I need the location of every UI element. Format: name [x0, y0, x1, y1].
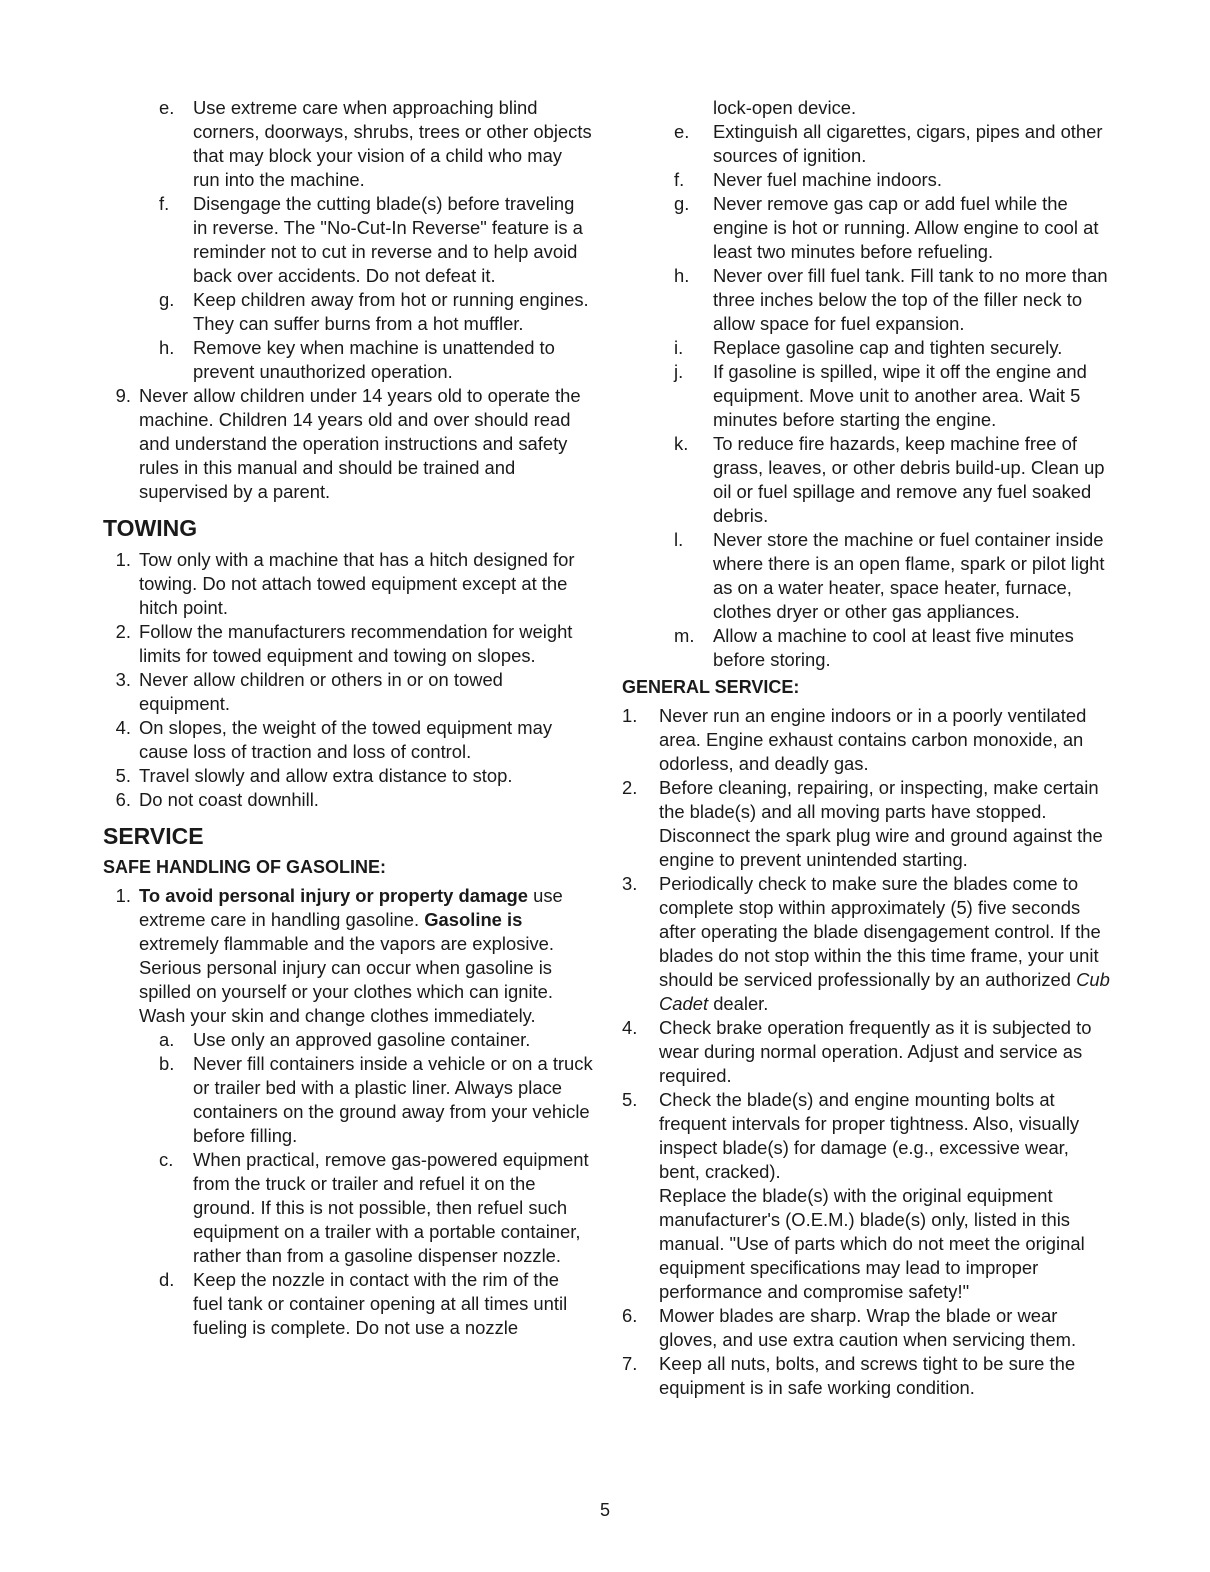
right-column [622, 96, 1112, 1400]
gasoline-subitems-continued [622, 120, 1112, 672]
gasoline-subitems [103, 1028, 593, 1340]
continuation-text: lock-open device. [713, 97, 857, 118]
list-item: j. If gasoline is spilled, wipe it off the engine and equipment. Move unit to another area. Wait 5 minutes before starting the engine. [674, 361, 1087, 430]
list-item: 2. Before cleaning, repairing, or inspecting, make certain the blade(s) and all moving parts have stopped. Disconnect the spark plug wire and ground against the engine to prevent unintended starting. [622, 777, 1103, 870]
list-item: 4. Check brake operation frequently as it is subjected to wear during normal operation. Adjust and service as required. [622, 1017, 1092, 1086]
list-item: g. Keep children away from hot or running engines. They can suffer burns from a hot muffler. [159, 289, 589, 334]
list-item: l. Never store the machine or fuel container inside where there is an open flame, spark or pilot light as on a water heater, space heater, furnace, clothes dryer or other gas appliances. [674, 529, 1105, 622]
list-item: 1. Never run an engine indoors or in a poorly ventilated area. Engine exhaust contains carbon monoxide, an odorless, and deadly gas. [622, 705, 1087, 774]
list-item: 3. Periodically check to make sure the blades come to complete stop within approximately (5) five seconds after operating the blade disengagement control. If the blades do not stop within the this time frame, your unit should be serviced professionally by an authorized Cub Cadet dealer. [622, 873, 1110, 1014]
list-item: g. Never remove gas cap or add fuel while the engine is hot or running. Allow engine to cool at least two minutes before refueling. [674, 193, 1099, 262]
general-service-heading: GENERAL SERVICE: [622, 677, 800, 697]
list-item: 4. On slopes, the weight of the towed equipment may cause loss of traction and loss of control. [115, 717, 553, 762]
list-item: 7. Keep all nuts, bolts, and screws tight to be sure the equipment is in safe working condition. [622, 1353, 1076, 1398]
list-item: 5. Check the blade(s) and engine mounting bolts at frequent intervals for proper tightness. Also, visually inspect blade(s) for damage (e.g., excessive wear, bent, cracked). Replace the blade(s) with the original equipment manufacturer's (O.E.M.) blade(s) only, listed in this manual. "Use of parts which do not meet the original equipment specifications may lead to improper performance and compromise safety!" [622, 1089, 1085, 1302]
list-item: f. Never fuel machine indoors. [674, 169, 942, 190]
list-item-9: 9. Never allow children under 14 years old to operate the machine. Children 14 years old and over should read and understand the operation instructions and safety rules in this manual and should be trained and supervised by a parent. [115, 385, 581, 502]
towing-list [103, 548, 593, 812]
safe-handling-subheading: SAFE HANDLING OF GASOLINE: [103, 857, 386, 877]
page-number: 5 [599, 1500, 610, 1520]
towing-heading: TOWING [103, 515, 198, 541]
list-item: e. Use extreme care when approaching blind corners, doorways, shrubs, trees or other objects that may block your vision of a child who may run into the machine. [159, 97, 592, 190]
list-item: h. Remove key when machine is unattended to prevent unauthorized operation. [159, 337, 555, 382]
list-item: 3. Never allow children or others in or on towed equipment. [115, 669, 503, 714]
list-item: 2. Follow the manufacturers recommendation for weight limits for towed equipment and towing on slopes. [115, 621, 573, 666]
gasoline-item-1: 1. To avoid personal injury or property damage use extreme care in handling gasoline. Gasoline is extremely flammable and the vapors are explosive. Serious personal injury can occur when gasoline is spilled on yourself or your clothes which can ignite. Wash your skin and change clothes immediately. [115, 885, 563, 1026]
list-item: a. Use only an approved gasoline container. [159, 1029, 531, 1050]
list-item: f. Disengage the cutting blade(s) before traveling in reverse. The "No-Cut-In Reverse" feature is a reminder not to cut in reverse and to help avoid back over accidents. Do not defeat it. [159, 193, 583, 286]
list-item: d. Keep the nozzle in contact with the rim of the fuel tank or container opening at all times until fueling is complete. Do not use a nozzle [159, 1269, 568, 1338]
list-item: k. To reduce fire hazards, keep machine free of grass, leaves, or other debris build-up. Clean up oil or fuel spillage and remove any fuel soaked debris. [674, 433, 1105, 526]
list-item: b. Never fill containers inside a vehicle or on a truck or trailer bed with a plastic liner. Always place containers on the ground away from your vehicle before filling. [159, 1053, 593, 1146]
list-item: 6. Mower blades are sharp. Wrap the blade or wear gloves, and use extra caution when servicing them. [622, 1305, 1077, 1350]
service-heading: SERVICE [103, 823, 204, 849]
list-item: 1. Tow only with a machine that has a hitch designed for towing. Do not attach towed equipment except at the hitch point. [115, 549, 575, 618]
list-item: h. Never over fill fuel tank. Fill tank to no more than three inches below the top of the filler neck to allow space for fuel expansion. [674, 265, 1108, 334]
list-item: c. When practical, remove gas-powered equipment from the truck or trailer and refuel it on the ground. If this is not possible, then refuel such equipment on a trailer with a portable container, rather than from a gasoline dispenser nozzle. [159, 1149, 589, 1266]
general-service-list [622, 704, 1112, 1400]
list-item: m. Allow a machine to cool at least five minutes before storing. [674, 625, 1074, 670]
list-item: 6. Do not coast downhill. [115, 789, 319, 810]
left-column [103, 96, 593, 1340]
list-item: 5. Travel slowly and allow extra distance to stop. [115, 765, 513, 786]
list-item: i. Replace gasoline cap and tighten securely. [674, 337, 1063, 358]
list-item: e. Extinguish all cigarettes, cigars, pipes and other sources of ignition. [674, 121, 1103, 166]
left-top-subitems [103, 96, 593, 384]
